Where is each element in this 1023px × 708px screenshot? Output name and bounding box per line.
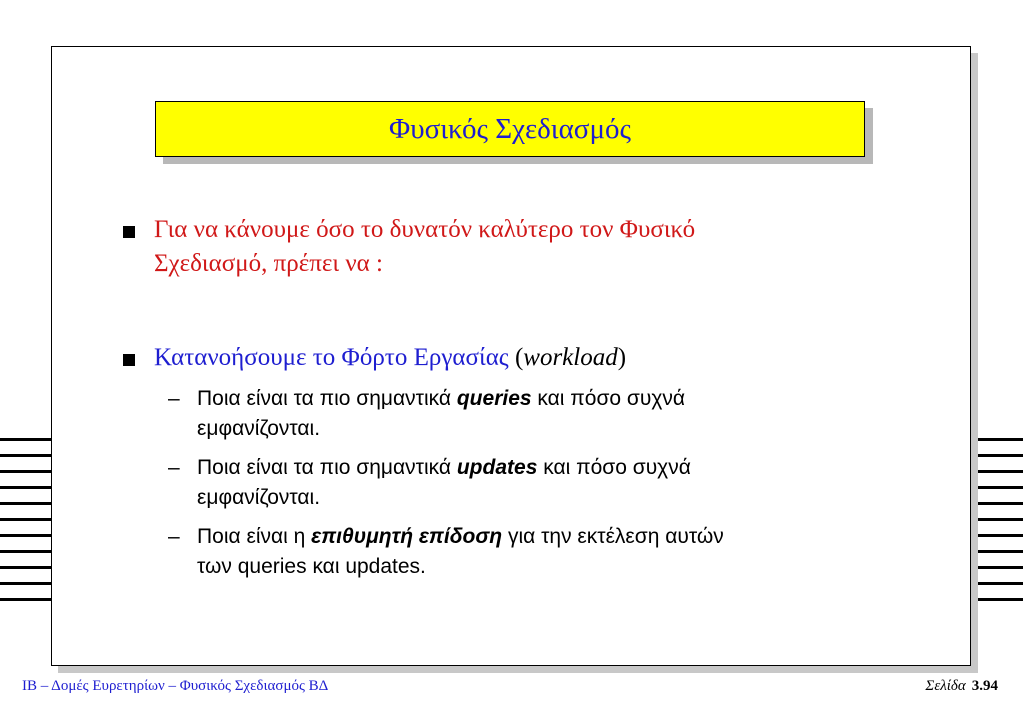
paren-open: ( xyxy=(514,344,524,371)
page-number: 3.94 xyxy=(971,678,998,694)
sub-item-2-after: και πόσο συχνά xyxy=(537,456,691,479)
bullet-1-line2: Σχεδιασμό, πρέπει να : xyxy=(154,250,383,277)
square-bullet-icon xyxy=(123,226,135,238)
sub-item-2-text xyxy=(197,453,877,513)
sub-item-3-keyword: επιθυμητή επίδοση xyxy=(311,525,503,548)
bullet-text-2 xyxy=(154,341,874,375)
bullet-2-text: Κατανοήσουμε το Φόρτο Εργασίας xyxy=(154,344,509,371)
sub-item-2-before: Ποια είναι τα πιο σημαντικά xyxy=(197,456,457,479)
page-label: Σελίδα xyxy=(925,678,966,694)
sub-item-1-keyword: queries xyxy=(456,387,532,410)
workload-emphasis: workload xyxy=(523,344,618,371)
footer-course-title: ΙΒ – Δομές Ευρετηρίων – Φυσικός Σχεδιασμός ΒΔ xyxy=(22,678,329,694)
sub-item-1-after: και πόσο συχνά xyxy=(531,387,686,410)
sub-item-3-before: Ποια είναι η xyxy=(197,525,312,548)
footer-page-info xyxy=(925,678,998,695)
sub-item-1-before: Ποια είναι τα πιο σημαντικά xyxy=(197,387,457,410)
bullet-1-line1: Για να κάνουμε όσο το δυνατόν καλύτερο τον Φυσικό xyxy=(154,216,696,243)
bullet-text-1 xyxy=(154,213,874,281)
square-bullet-icon xyxy=(123,354,135,366)
sub-item-3-text xyxy=(197,522,877,582)
title-box xyxy=(155,101,865,157)
sub-item-2-line2: εμφανίζονται. xyxy=(197,486,321,509)
sub-item-3-line2: των queries και updates. xyxy=(197,555,426,578)
sub-item-1-text xyxy=(197,384,877,444)
sub-item-2-keyword: updates xyxy=(456,456,538,479)
sub-item-3-after: για την εκτέλεση αυτών xyxy=(502,525,724,548)
paren-close: ) xyxy=(617,344,627,371)
slide-title: Φυσικός Σχεδιασμός xyxy=(389,112,631,145)
sub-item-1-line2: εμφανίζονται. xyxy=(197,417,321,440)
dash-bullet: – xyxy=(168,387,180,410)
dash-bullet: – xyxy=(168,456,180,479)
dash-bullet: – xyxy=(168,525,180,548)
